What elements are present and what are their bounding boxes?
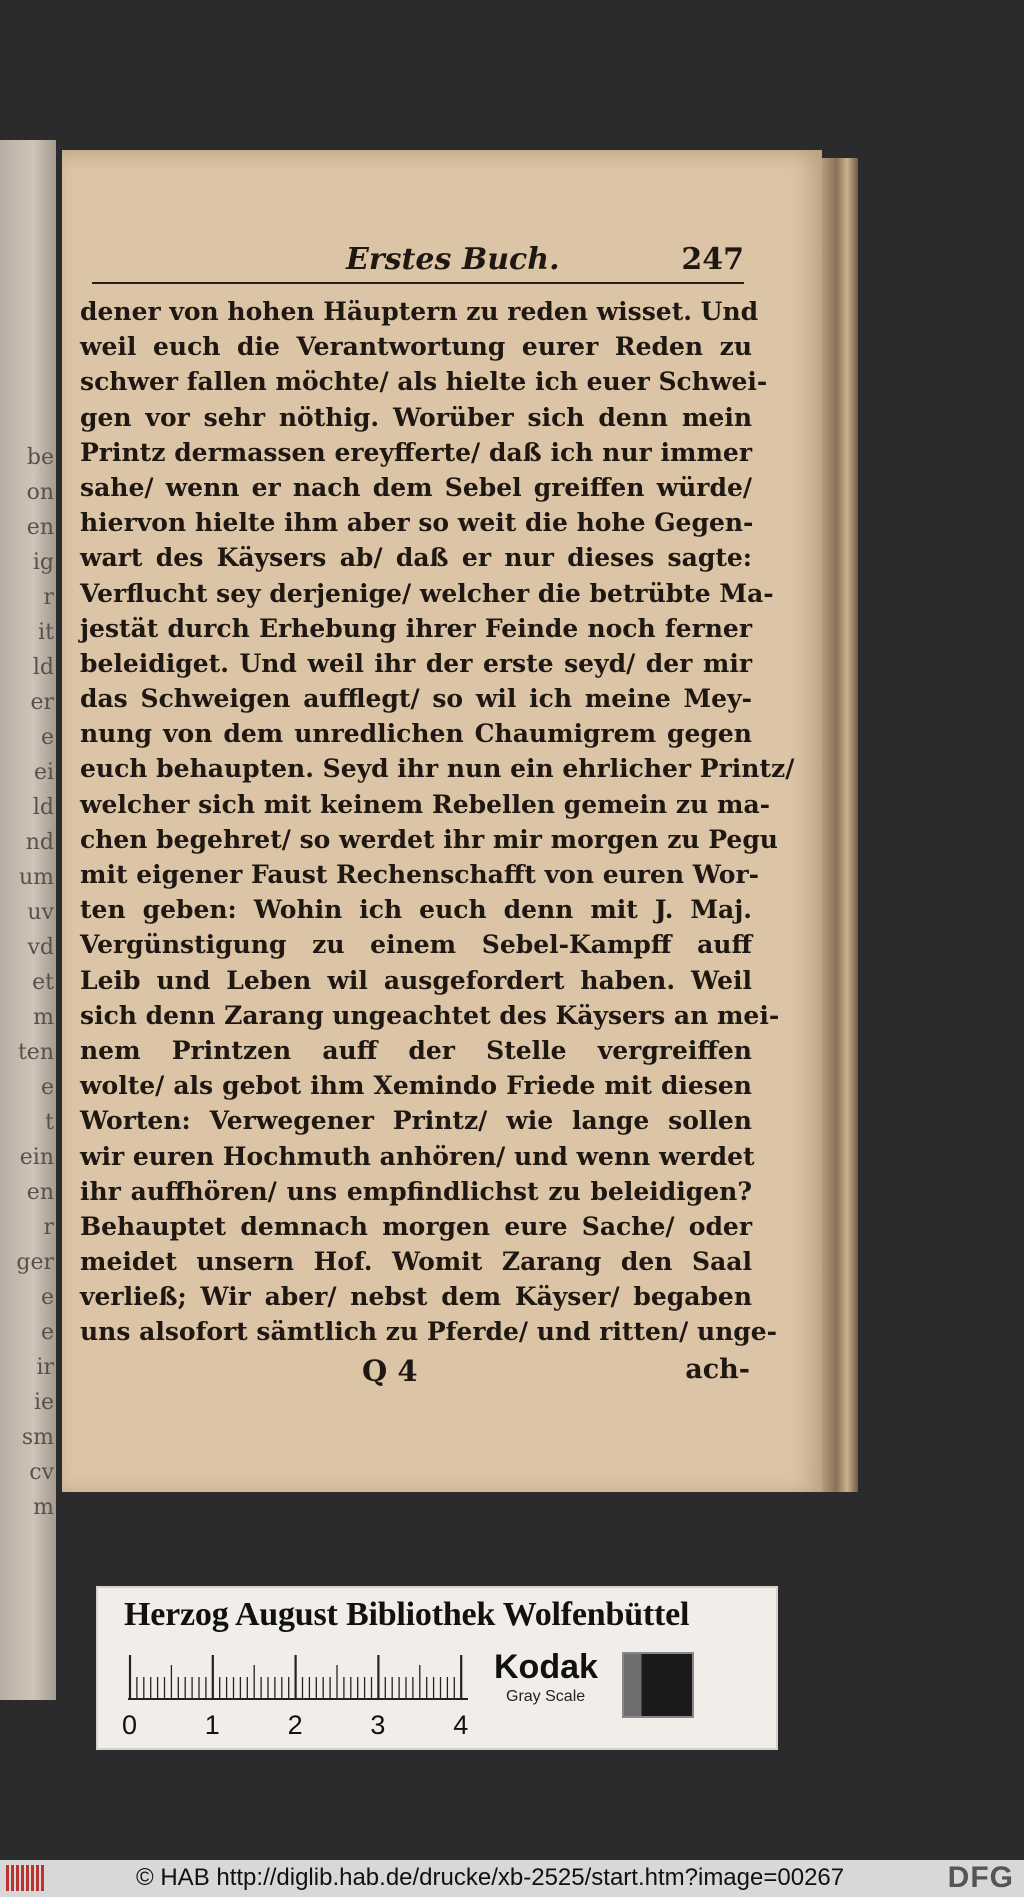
text-line: hiervon hielte ihm aber so weit die hohe Gegen-: [80, 508, 754, 538]
text-line: wolte/ als gebot ihm Xemindo Friede mit diesen: [80, 1071, 752, 1101]
footer-url[interactable]: © HAB http://diglib.hab.de/drucke/xb-2525/start.htm?image=00267: [136, 1864, 845, 1891]
ruler-label: 2: [287, 1710, 303, 1740]
previous-page-fragment: ir: [36, 1355, 54, 1380]
previous-page-fragment: e: [40, 725, 54, 750]
text-line: ihr auffhören/ uns empfindlichst zu beleidigen?: [80, 1176, 752, 1206]
previous-page-fragment: ie: [33, 1390, 54, 1415]
text-line: dener von hohen Häuptern zu reden wisset. Und: [80, 297, 759, 326]
previous-page-fragment: r: [43, 1215, 54, 1240]
previous-page-fragment: ger: [16, 1250, 54, 1275]
previous-page-fragment: er: [30, 690, 54, 715]
text-line: weil euch die Verantwortung eurer Reden zu: [80, 332, 752, 362]
previous-page-fragment: nd: [25, 830, 54, 855]
gray-scale-swatch: [624, 1654, 692, 1716]
previous-page-fragment: ei: [33, 760, 54, 785]
kodak-logo: Kodak: [494, 1648, 598, 1686]
library-name: Herzog August Bibliothek Wolfenbüttel: [124, 1596, 690, 1633]
running-head: [84, 242, 744, 288]
previous-page-edge: [0, 140, 56, 1700]
previous-page-fragment: cv: [29, 1460, 54, 1485]
previous-page-fragment: e: [40, 1320, 54, 1345]
text-line: gen vor sehr nöthig. Worüber sich denn mein: [80, 402, 752, 432]
previous-page-fragment: be: [26, 445, 54, 470]
text-line: Verflucht sey derjenige/ welcher die betrübte Ma-: [80, 578, 774, 608]
text-line: nem Printzen auff der Stelle vergreiffen: [80, 1035, 752, 1065]
page-body-text: [80, 294, 795, 1350]
text-line: sich denn Zarang ungeachtet des Käysers an mei-: [80, 1000, 780, 1030]
previous-page-fragment: it: [38, 620, 54, 645]
text-line: das Schweigen aufflegt/ so wil ich meine Mey-: [80, 684, 752, 714]
text-line: beleidiget. Und weil ihr der erste seyd/ der mir: [80, 648, 752, 678]
running-head-title: Erstes Buch.: [346, 242, 560, 277]
footer-bar: [0, 1860, 1024, 1897]
text-line: sahe/ wenn er nach dem Sebel greiffen würde/: [80, 472, 752, 502]
previous-page-fragment: uv: [27, 900, 54, 925]
previous-page-fragment: et: [32, 970, 54, 995]
book-page: [62, 150, 822, 1492]
color-scale-card: [98, 1588, 776, 1748]
previous-page-fragment: en: [26, 515, 54, 540]
ruler-label: 0: [122, 1710, 138, 1740]
text-line: Vergünstigung zu einem Sebel-Kampff auff: [80, 930, 752, 960]
previous-page-fragment: ein: [19, 1145, 54, 1170]
text-line: ten geben: Wohin ich euch denn mit J. Maj.: [80, 895, 752, 925]
text-line: euch behaupten. Seyd ihr nun ein ehrlicher Printz/: [80, 754, 795, 784]
text-line: Leib und Leben wil ausgefordert haben. Weil: [80, 965, 752, 995]
previous-page-fragment: ld: [32, 795, 54, 820]
previous-page-fragment: e: [40, 1285, 54, 1310]
text-line: Worten: Verwegener Printz/ wie lange sollen: [80, 1106, 752, 1136]
previous-page-fragment: t: [45, 1110, 54, 1135]
text-line: meidet unsern Hof. Womit Zarang den Saal: [80, 1247, 752, 1277]
signature-mark: Q 4: [362, 1354, 418, 1388]
text-line: wir euren Hochmuth anhören/ und wenn werdet: [80, 1141, 755, 1171]
text-line: jestät durch Erhebung ihrer Feinde noch ferner: [80, 613, 752, 643]
text-line: nung von dem unredlichen Chaumigrem gegen: [80, 719, 752, 749]
header-rule: [92, 282, 744, 284]
ruler-label: 1: [204, 1710, 220, 1740]
previous-page-fragment: r: [43, 585, 54, 610]
page-fore-edge: [822, 158, 858, 1492]
previous-page-fragment: vd: [27, 935, 54, 960]
previous-page-fragment: e: [40, 1075, 54, 1100]
ruler-label: 4: [453, 1710, 469, 1740]
catchword: ach-: [685, 1354, 750, 1385]
hab-logo-icon: [6, 1865, 44, 1891]
dfg-logo: DFG: [947, 1861, 1014, 1894]
text-line: verließ; Wir aber/ nebst dem Käyser/ begaben: [80, 1282, 752, 1312]
previous-page-fragment: ten: [17, 1040, 54, 1065]
previous-page-text-fragments: [8, 440, 54, 1525]
text-line: uns alsofort sämtlich zu Pferde/ und ritten/ unge-: [80, 1317, 778, 1347]
previous-page-fragment: on: [26, 480, 54, 505]
text-line: chen begehret/ so werdet ihr mir morgen zu Pegu: [80, 824, 778, 854]
previous-page-fragment: en: [26, 1180, 54, 1205]
text-line: wart des Käysers ab/ daß er nur dieses sagte:: [80, 543, 752, 573]
previous-page-fragment: ld: [32, 655, 54, 680]
text-line: schwer fallen möchte/ als hielte ich euer Schwei-: [80, 367, 768, 397]
ruler-label: 3: [370, 1710, 386, 1740]
text-line: Printz dermassen ereyfferte/ daß ich nur immer: [80, 437, 752, 467]
text-line: welcher sich mit keinem Rebellen gemein zu ma-: [80, 789, 771, 819]
ruler-scale: [128, 1652, 468, 1700]
previous-page-fragment: ig: [32, 550, 54, 575]
previous-page-fragment: m: [33, 1005, 54, 1030]
previous-page-fragment: m: [33, 1495, 54, 1520]
previous-page-fragment: sm: [21, 1425, 54, 1450]
gray-scale-label: Gray Scale: [506, 1688, 586, 1705]
text-line: Behauptet demnach morgen eure Sache/ oder: [80, 1211, 752, 1241]
text-line: mit eigener Faust Rechenschafft von euren Wor-: [80, 860, 760, 889]
page-number: 247: [681, 242, 744, 277]
previous-page-fragment: um: [18, 865, 54, 890]
